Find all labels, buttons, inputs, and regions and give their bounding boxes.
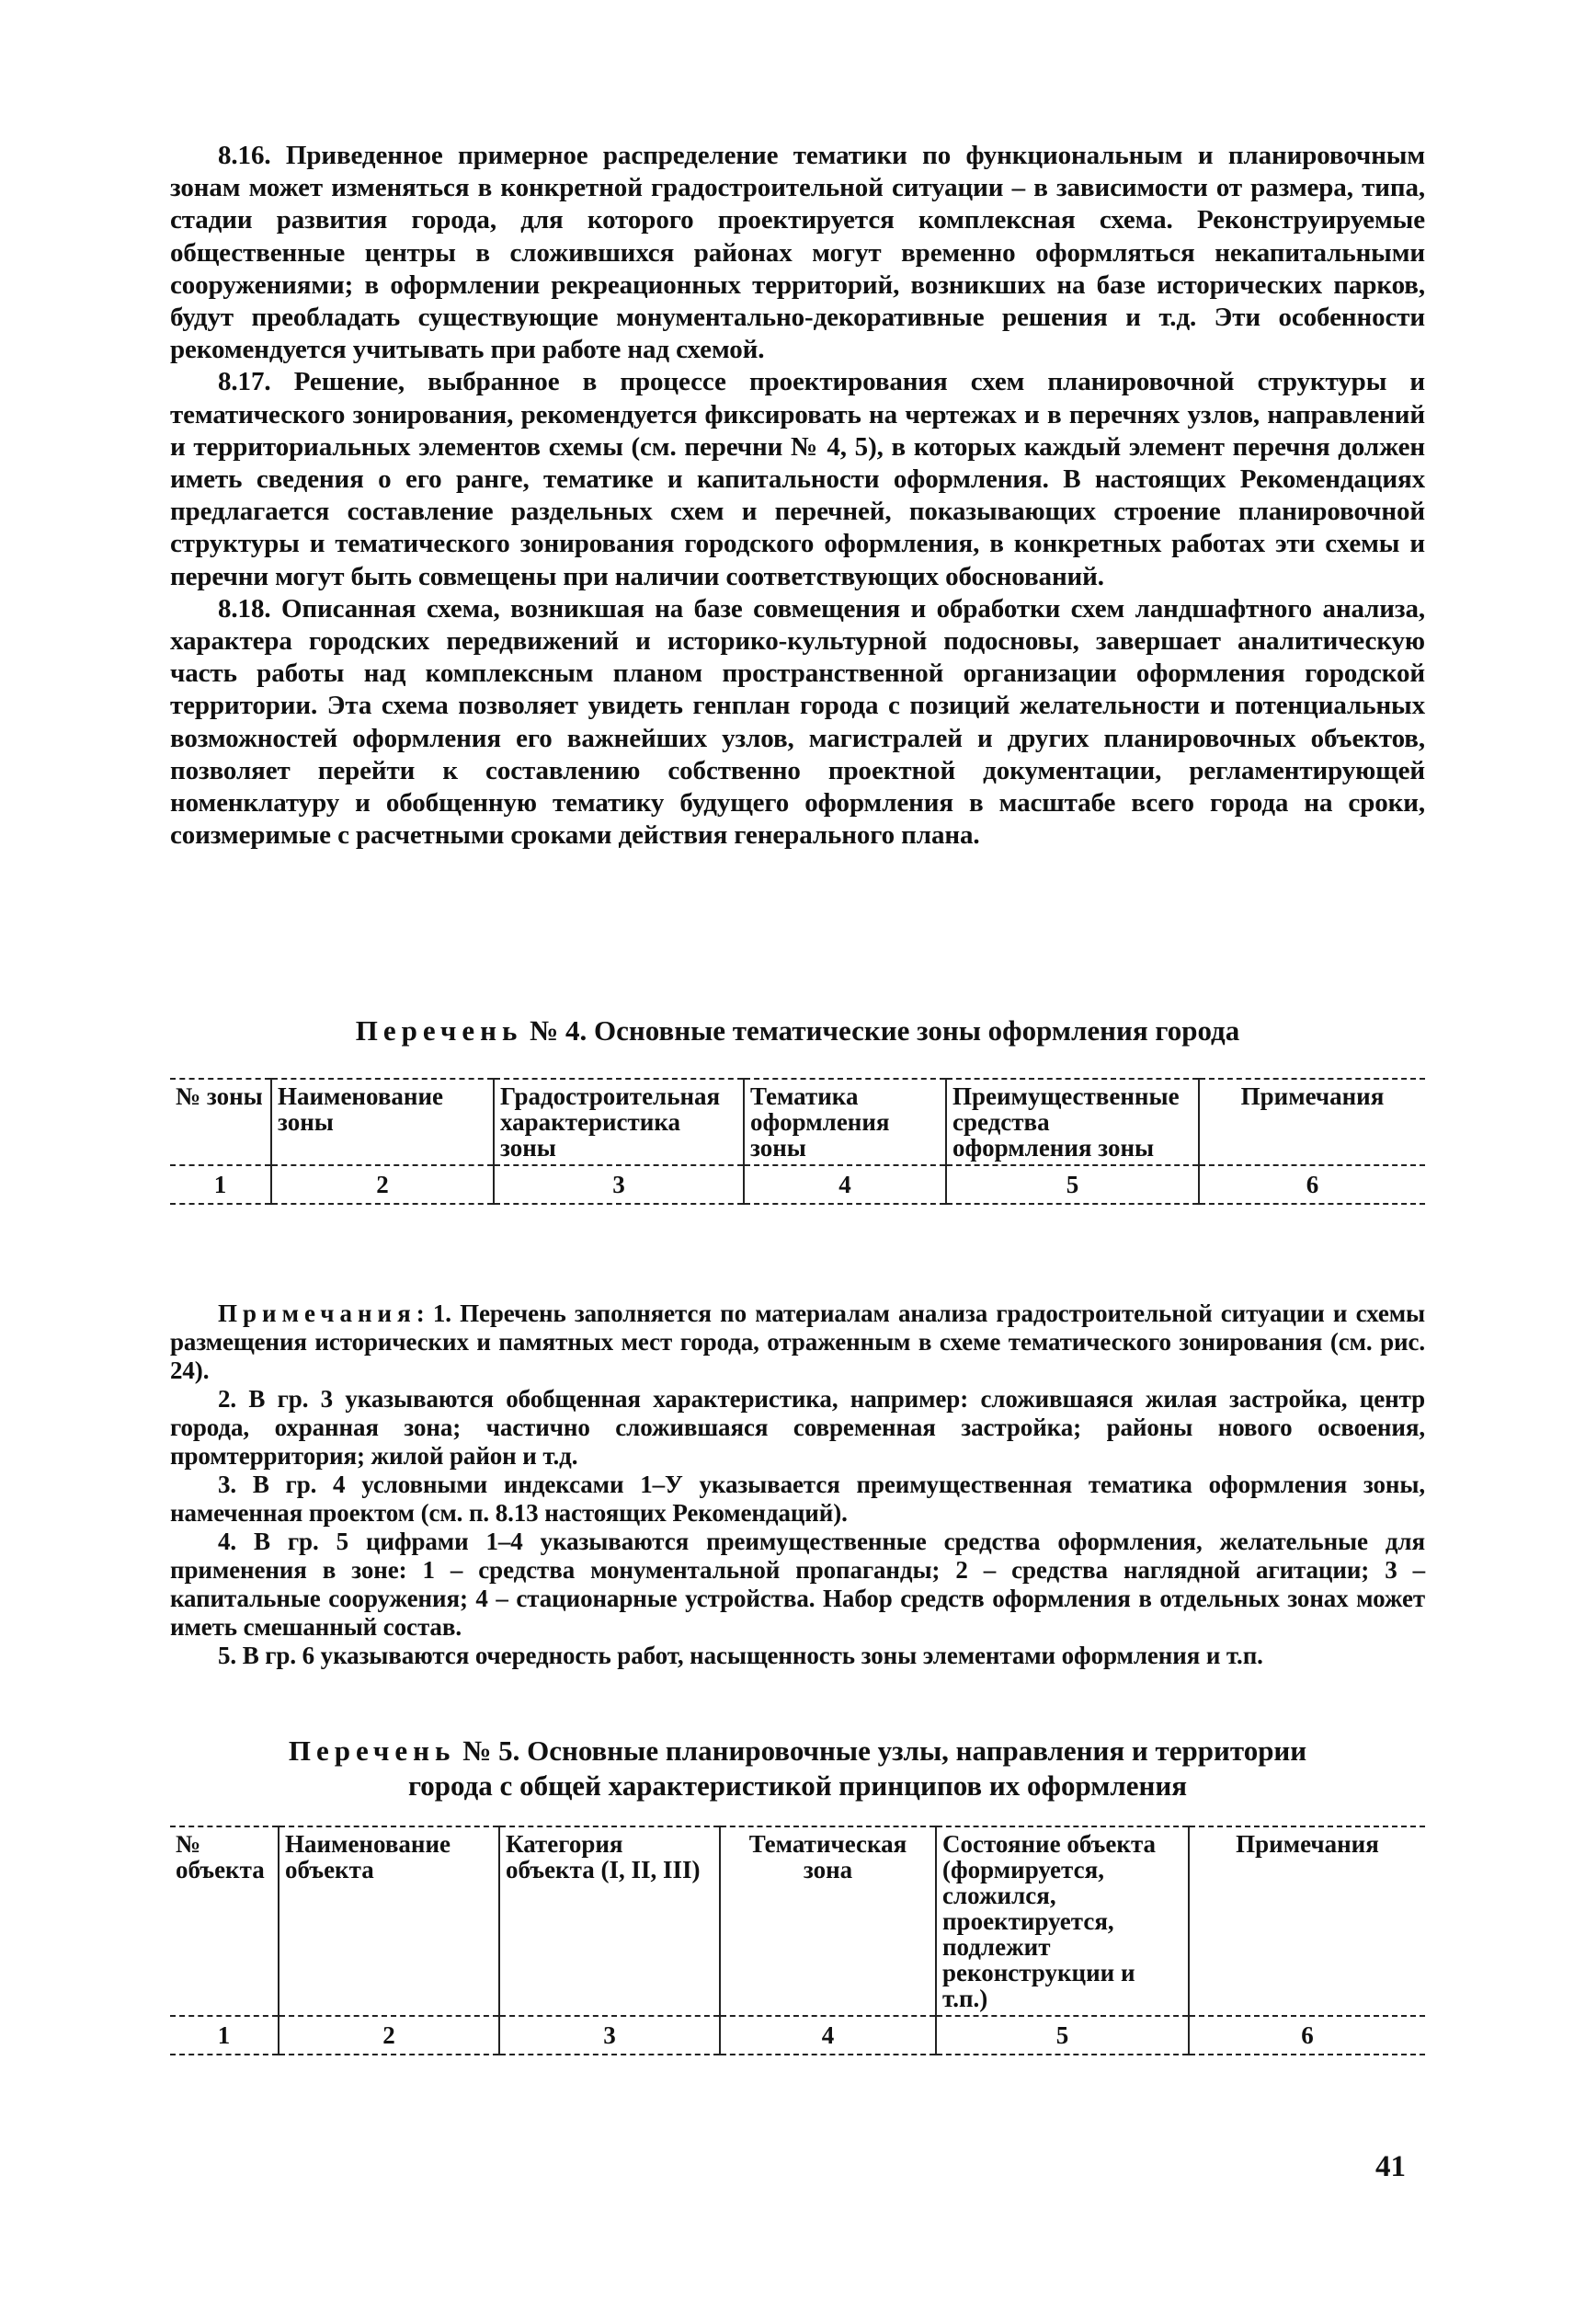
list-4-title: Перечень № 4. Основные тематические зоны оформления города (355, 1014, 1240, 1047)
note-5: 5. В гр. 6 указываются очередность работ, насыщенность зоны элементами оформления и т.п. (218, 1642, 1263, 1669)
list-4-col-number: 3 (494, 1165, 744, 1204)
list-5-title: Перечень № 5. Основные планировочные узлы, направления и территории города с общей характеристикой принципов их оформления (170, 1734, 1425, 1803)
list-4-col-number: 6 (1199, 1165, 1425, 1204)
list-4-header-cell: Градостроительная характеристика зоны (494, 1079, 744, 1165)
list-5-header-cell: Наименование объекта (279, 1826, 499, 2016)
list-4-col-number: 1 (170, 1165, 271, 1204)
list-5-col-number: 4 (720, 2016, 936, 2055)
list-5-title-line2: города с общей характеристикой принципов их оформления (407, 1769, 1188, 1802)
list-5-header-row (170, 1826, 1425, 2016)
list-5-col-number: 2 (279, 2016, 499, 2055)
notes-block (170, 1299, 1425, 1670)
paragraph-8-18: 8.18. Описанная схема, возникшая на базе совмещения и обработки схем ландшафтного анализа, характера городских передвижений и историко-культурной подосновы, завершает аналитическую часть работы над комплексным планом пространственной организации оформления городской территории. Эта схема позволяет увидеть генплан города с позиций желательности и потенциальных возможностей оформления его важнейших узлов, магистралей и других планировочных объектов, позволяет перейти к составлению собственно проектной документации, регламентирующей номенклатуру и обобщенную тематику будущего оформления в масштабе всего города на сроки, соизмеримые с расчетными сроками действия генерального плана. (170, 593, 1426, 851)
list-5-number-row (170, 2016, 1425, 2055)
note-1: Примечания: 1. Перечень заполняется по материалам анализа градостроительной ситуации и схемы размещения исторических и памятных мест города, отраженным в схеме тематического зонирования (см. рис. 24). (170, 1299, 1425, 1384)
list-4-col-number: 5 (946, 1165, 1199, 1204)
list-4-col-number: 4 (744, 1165, 946, 1204)
note-4: 4. В гр. 5 цифрами 1–4 указываются преимущественные средства оформления, желательные для применения в зоне: 1 – средства монументальной пропаганды; 2 – средства наглядной агитации; 3 – капитальные сооружения; 4 – стационарные устройства. Набор средств оформления в отдельных зонах может иметь смешанный состав. (170, 1528, 1425, 1641)
list-4-header-cell: Преимущественные средства оформления зоны (946, 1079, 1199, 1165)
note-2: 2. В гр. 3 указываются обобщенная характеристика, например: сложившаяся жилая застройка, центр города, охранная зона; частично сложившаяся современная застройка; районы нового освоения, промтерритория; жилой район и т.д. (170, 1385, 1425, 1470)
list-5-header-cell: Категория объекта (I, II, III) (499, 1826, 720, 2016)
paragraph-8-16: 8.16. Приведенное примерное распределение тематики по функциональным и планировочным зонам может изменяться в конкретной градостроительной ситуации – в зависимости от размера, типа, стадии развития города, для которого проектируется комплексная схема. Реконструируемые общественные центры в сложившихся районах могут временно оформляться некапитальными сооружениями; в оформлении рекреационных территорий, возникших на базе исторических парков, будут преобладать существующие монументально-декоративные решения и т.д. Эти особенности рекомендуется учитывать при работе над схемой. (170, 141, 1425, 365)
paragraph-8-17: 8.17. Решение, выбранное в процессе проектирования схем планировочной структуры и тематического зонирования, рекомендуется фиксировать на чертежах и в перечнях узлов, направлений и территориальных элементов схемы (см. перечни № 4, 5), в которых каждый элемент перечня должен иметь сведения о его ранге, тематике и капитальности оформления. В настоящих Рекомендациях предлагается составление раздельных схем и перечней, показывающих строение планировочной структуры и тематического зонирования городского оформления, в конкретных работах эти схемы и перечни могут быть совмещены при наличии соответствующих обоснований. (170, 367, 1426, 591)
list-5-col-number: 1 (170, 2016, 279, 2055)
list-5-col-number: 6 (1189, 2016, 1425, 2055)
list-5-header-cell: № объекта (170, 1826, 279, 2016)
list-4-col-number: 2 (271, 1165, 494, 1204)
body-text (170, 140, 1425, 852)
list-4-header-cell: № зоны (170, 1079, 271, 1165)
list-4-header-cell: Наименование зоны (271, 1079, 494, 1165)
list-4-header-cell: Тематика оформления зоны (744, 1079, 946, 1165)
list-5-col-number: 5 (936, 2016, 1189, 2055)
list-5-header-cell: Тематическая зона (720, 1826, 936, 2016)
page-number: 41 (1375, 2150, 1406, 2183)
list-4-header-cell: Примечания (1199, 1079, 1425, 1165)
list-5-col-number: 3 (499, 2016, 720, 2055)
note-3: 3. В гр. 4 условными индексами 1–У указывается преимущественная тематика оформления зоны, намеченная проектом (см. п. 8.13 настоящих Рекомендаций). (170, 1471, 1425, 1527)
list-4-number-row (170, 1165, 1425, 1204)
list-5-header-cell: Состояние объекта (формируется, сложился, проектируется, подлежит реконструкции и т.п.) (936, 1826, 1189, 2016)
list-4-header-row (170, 1079, 1425, 1165)
list-4-table (170, 1078, 1425, 1205)
list-5-table (170, 1826, 1425, 2055)
list-5-header-cell: Примечания (1189, 1826, 1425, 2016)
